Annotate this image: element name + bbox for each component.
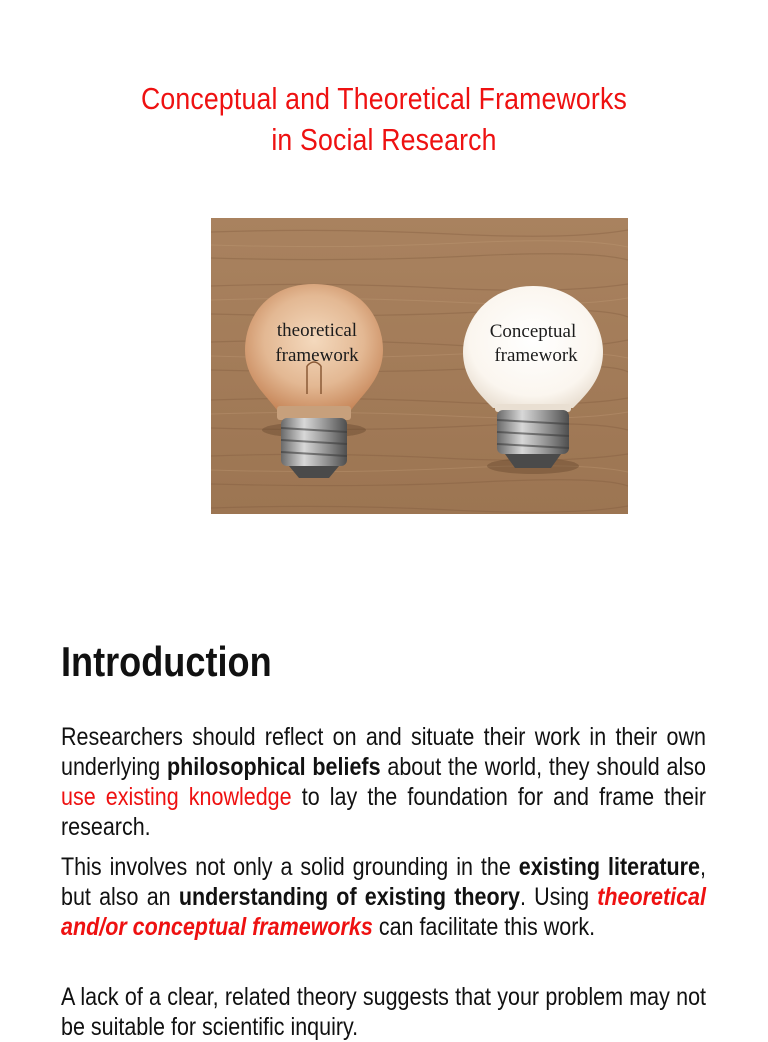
- p2-text-5: . Using: [519, 883, 598, 911]
- paragraph-1: [61, 722, 706, 842]
- light-bulbs-image: [211, 218, 628, 514]
- left-bulb-text-1: theoretical: [276, 320, 358, 341]
- p2-text-1: This involves not only a solid grounding in the: [61, 853, 519, 881]
- right-bulb-text-1: Conceptual: [489, 321, 577, 342]
- title-line-2: in Social Research: [271, 122, 497, 157]
- p2-highlight-frameworks: theoretical and/or conceptual frameworks: [61, 883, 706, 941]
- p1-text-3: about the world, they should also: [380, 753, 706, 781]
- p1-highlight-existing-knowledge: use existing knowledge: [61, 783, 292, 811]
- p2-bold-existing-literature: existing literature: [518, 853, 701, 881]
- p2-text-7: can facilitate this work.: [372, 913, 596, 941]
- p2-bold-existing-theory: understanding of existing theory: [178, 883, 520, 911]
- right-bulb-text-2: framework: [494, 345, 578, 366]
- p1-text-1: Researchers should reflect on and situate their work in their own underlying: [61, 723, 706, 781]
- p1-text-5: to lay the foundation for and frame their research.: [61, 783, 707, 841]
- section-heading: Introduction: [61, 638, 272, 685]
- left-bulb-text-2: framework: [275, 345, 359, 366]
- paragraph-3: [61, 982, 706, 1042]
- paragraph-2: [61, 852, 706, 942]
- page-title: [54, 78, 714, 160]
- p3-text-1: A lack of a clear, related theory suggests that your problem may not be suitable for scientific inquiry.: [61, 983, 706, 1041]
- title-line-1: Conceptual and Theoretical Frameworks: [140, 81, 627, 116]
- p2-text-3: , but also an: [61, 853, 706, 911]
- p1-bold-philosophical-beliefs: philosophical beliefs: [167, 753, 381, 781]
